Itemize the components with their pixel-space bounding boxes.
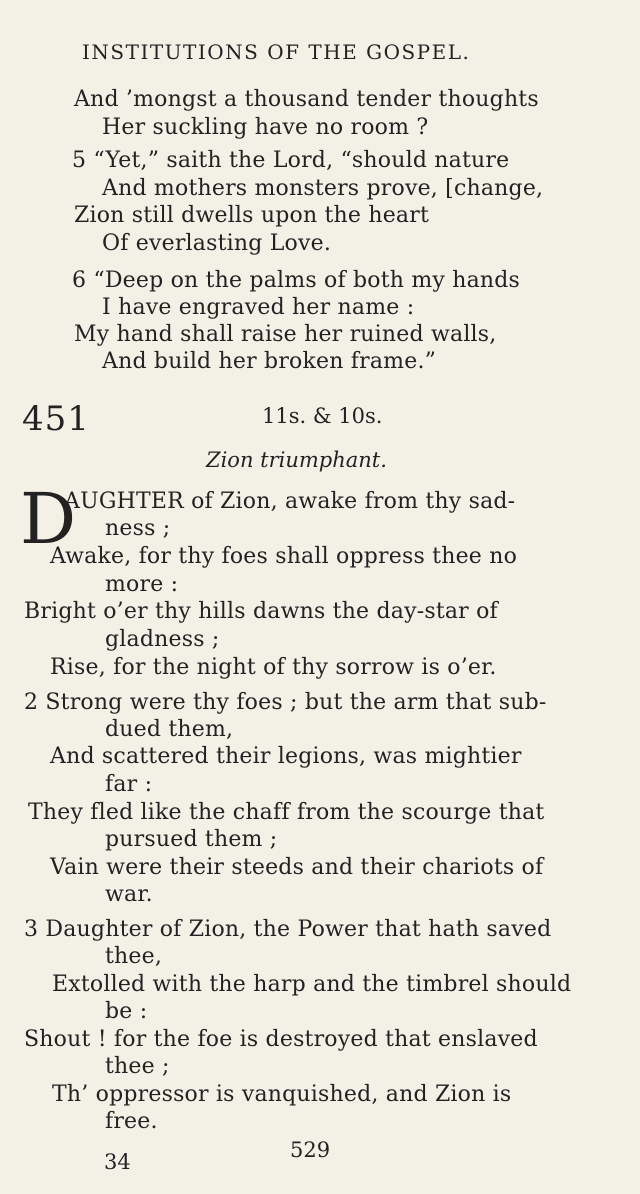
verse-line: I have engraved her name :	[102, 295, 415, 320]
verse-line: And scattered their legions, was mightier	[50, 744, 522, 769]
verse-line: be :	[105, 999, 148, 1024]
verse-line: war.	[105, 882, 153, 907]
verse-line: thee ;	[105, 1054, 170, 1079]
verse-line: ness ;	[105, 516, 171, 541]
verse-line: thee,	[105, 944, 163, 969]
verse-line: AUGHTER of Zion, awake from thy sad-	[64, 489, 516, 514]
page-number: 529	[290, 1138, 331, 1162]
verse-line: pursued them ;	[105, 827, 278, 852]
verse-line: 5 “Yet,” saith the Lord, “should nature	[72, 148, 510, 173]
verse-line: And build her broken frame.”	[102, 349, 437, 374]
verse-line: And ’mongst a thousand tender thoughts	[74, 87, 539, 112]
running-header: INSTITUTIONS OF THE GOSPEL.	[82, 40, 471, 64]
verse-line: Th’ oppressor is vanquished, and Zion is	[52, 1082, 512, 1107]
verse-line: more :	[105, 572, 179, 597]
verse-line: gladness ;	[105, 627, 220, 652]
verse-line: Zion still dwells upon the heart	[74, 203, 429, 228]
verse-line: dued them,	[105, 717, 234, 742]
verse-line: 6 “Deep on the palms of both my hands	[72, 268, 521, 293]
verse-line: 3 Daughter of Zion, the Power that hath saved	[24, 917, 552, 942]
verse-line: Vain were their steeds and their chariots of	[50, 855, 544, 880]
verse-line: My hand shall raise her ruined walls,	[74, 322, 497, 347]
hymn-meter: 11s. & 10s.	[262, 404, 383, 428]
verse-line: Shout ! for the foe is destroyed that enslaved	[24, 1027, 538, 1052]
verse-line: Rise, for the night of thy sorrow is o’er.	[50, 655, 497, 680]
verse-line: They fled like the chaff from the scourge that	[28, 800, 545, 825]
verse-line: Awake, for thy foes shall oppress thee no	[50, 544, 518, 569]
verse-line: Bright o’er thy hills dawns the day-star of	[24, 599, 498, 624]
signature-mark: 34	[104, 1150, 131, 1174]
verse-line: free.	[105, 1109, 158, 1134]
verse-line: Her suckling have no room ?	[102, 115, 429, 140]
hymn-number: 451	[22, 399, 90, 439]
verse-line: 2 Strong were thy foes ; but the arm that sub-	[24, 690, 547, 715]
verse-line: Of everlasting Love.	[102, 231, 332, 256]
verse-line: far :	[105, 772, 153, 797]
verse-line: And mothers monsters prove, [change,	[102, 176, 544, 201]
drop-cap: D	[20, 478, 77, 560]
hymn-title: Zion triumphant.	[206, 448, 387, 472]
verse-line: Extolled with the harp and the timbrel should	[52, 972, 572, 997]
